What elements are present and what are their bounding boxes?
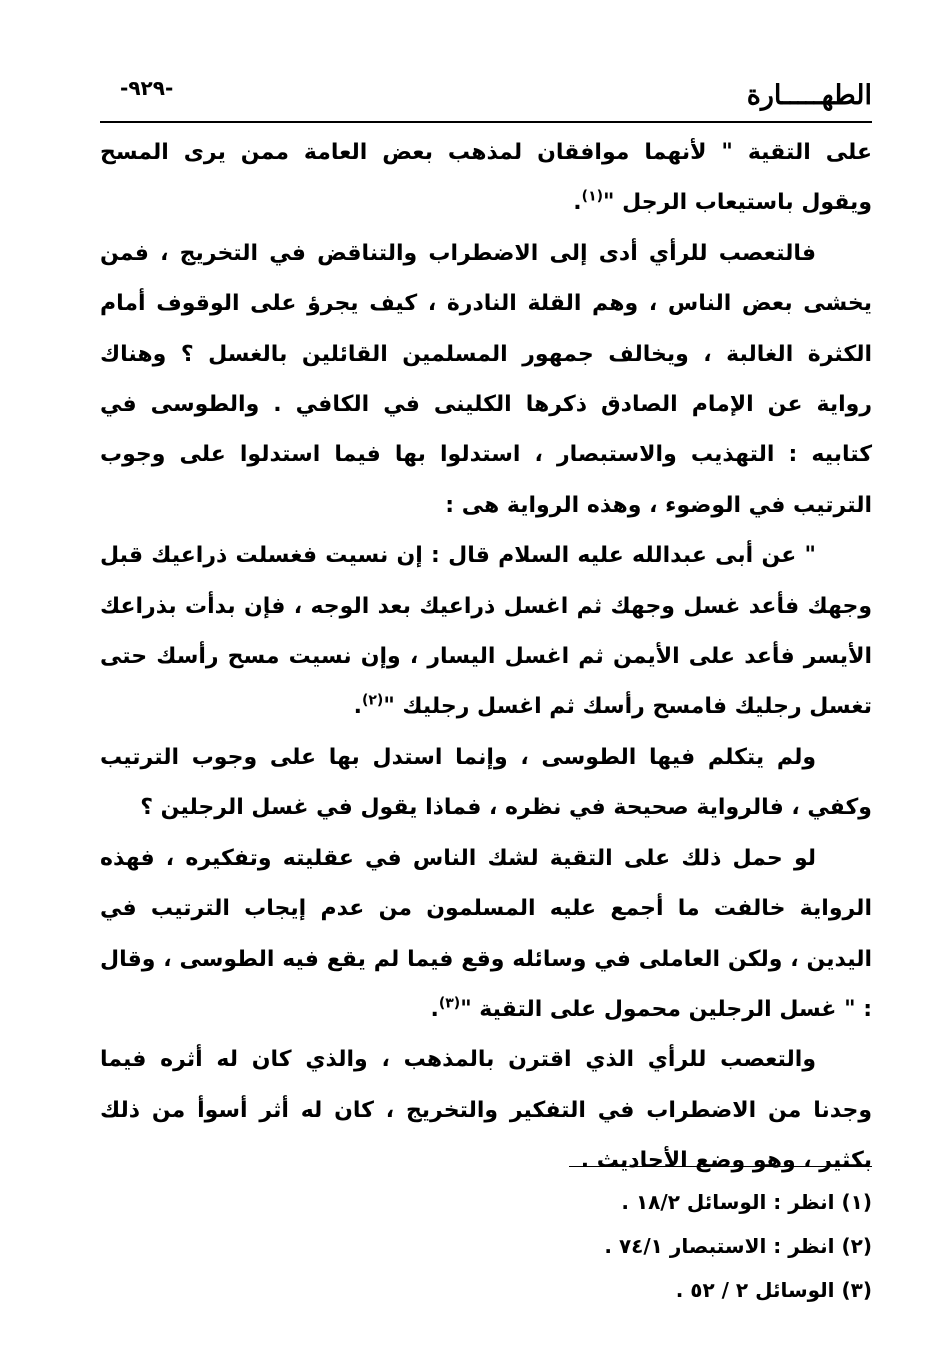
paragraph-5 [100,834,872,1036]
paragraph-tail: . [430,996,439,1022]
page-number: -٩٢٩- [120,76,174,100]
footnote-ref-2: (٢) [361,693,384,710]
paragraph-tail: . [573,190,582,216]
footnote-2: (٢) انظر : الاستبصار ٧٤/١ . [604,1234,872,1258]
footnote-rule [569,1166,872,1167]
paragraph-4 [100,733,872,834]
footnotes [372,1180,872,1312]
paragraph-1 [100,128,872,229]
paragraph-tail: . [353,694,362,720]
paragraph-6 [100,1035,872,1186]
paragraph-2 [100,229,872,531]
paragraph-text: والتعصب للرأي الذي اقترن بالمذهب ، والذي كان له أثره فيما وجدنا من الاضطراب في التفكير والتخريج ، كان له أثر أسوأ من ذلك بكثير ، وهو وضع الأحاديث . [100,1047,872,1174]
chapter-title: الطهـــــارة [746,80,872,111]
page-header [100,72,872,122]
footnote-ref-3: (٣) [438,995,461,1012]
paragraph-text: " عن أبى عبدالله عليه السلام قال : إن نسيت فغسلت ذراعيك قبل وجهك فأعد غسل وجهك ثم اغسل ذراعيك بعد الوجه ، فإن بدأت بذراعك الأيسر فأعد على الأيمن ثم اغسل اليسار ، وإن نسيت مسح رأسك حتى تغسل رجليك فامسح رأسك ثم اغسل رجليك " [100,543,872,720]
paragraph-text: لو حمل ذلك على التقية لشك الناس في عقليته وتفكيره ، فهذه الرواية خالفت ما أجمع عليه المسلمون من عدم إيجاب الترتيب في اليدين ، ولكن العاملى في وسائله وقع فيما لم يقع فيه الطوسى ، وقال : " غسل الرجلين محمول على التقية " [100,845,872,1022]
paragraph-text: فالتعصب للرأي أدى إلى الاضطراب والتناقض في التخريج ، فمن يخشى بعض الناس ، وهم القلة النادرة ، كيف يجرؤ على الوقوف أمام الكثرة الغالبة ، ويخالف جمهور المسلمين القائلين بالغسل ؟ وهناك رواية عن الإمام الصادق ذكرها الكلينى في الكافي . والطوسى في كتابيه : التهذيب والاستبصار ، استدلوا بها فيما استدلوا على وجوب الترتيب في الوضوء ، وهذه الرواية هى : [100,240,872,518]
paragraph-text: ولم يتكلم فيها الطوسى ، وإنما استدل بها على وجوب الترتيب وكفي ، فالرواية صحيحة في نظره ، فماذا يقول في غسل الرجلين ؟ [100,744,872,821]
footnote-3: (٣) الوسائل ٢ / ٥٢ . [675,1278,872,1302]
footnote-ref-1: (١) [581,189,604,206]
header-rule [100,121,872,123]
paragraph-text: على التقية " لأنهما موافقان لمذهب بعض العامة ممن يرى المسح ويقول باستيعاب الرجل " [100,140,872,216]
body-text [100,128,872,1187]
paragraph-3 [100,531,872,733]
footnote-1: (١) انظر : الوسائل ١٨/٢ . [621,1190,872,1214]
